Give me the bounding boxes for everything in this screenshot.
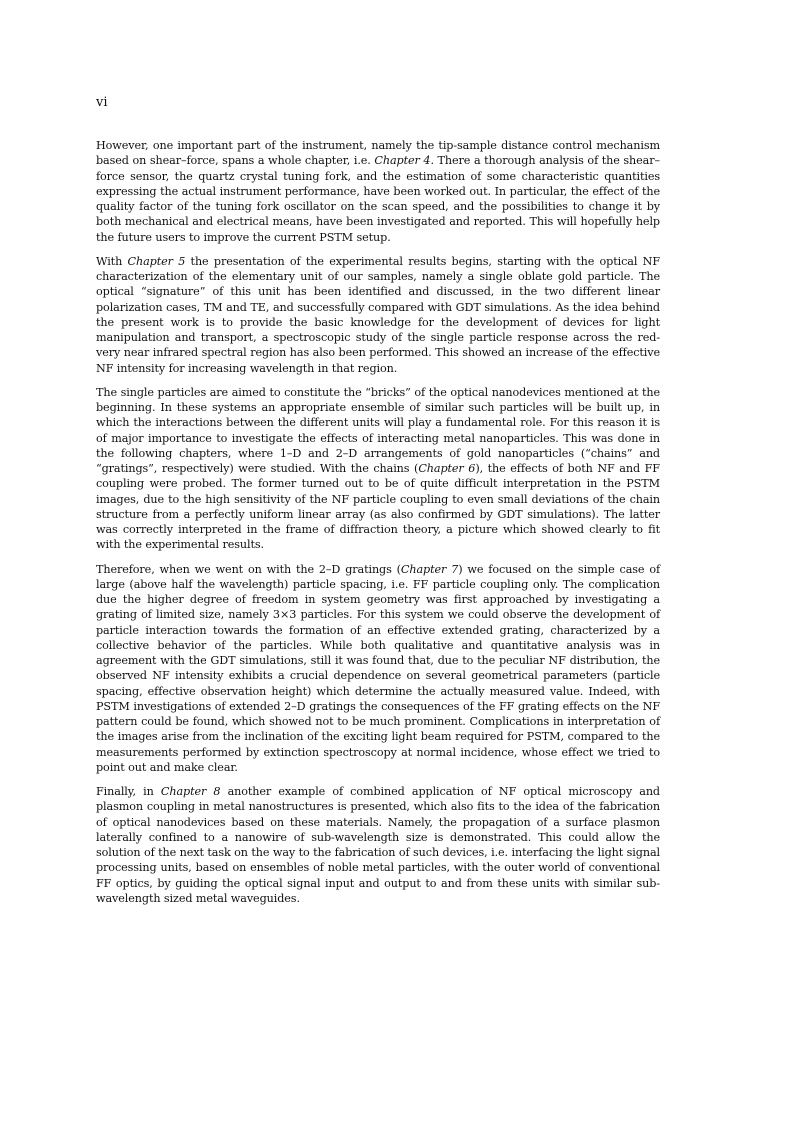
chapter-reference: Chapter 6 — [418, 462, 476, 475]
text-run: However, one important part of the instrument, namely the tip-sample distance control mechanism based on shear–force, spans a whole chapter, i.e. — [96, 139, 660, 168]
text-run: . There a thorough analysis of the shear–force sensor, the quartz crystal tuning fork, and the estimation of some characteristic quantities expressing the actual instrument performance, have been worked out. In particular, the effect of the quality factor of the tuning fork oscillator on the scan speed, and the possibilities to change it by both mechanical and electrical means, have been investigated and reported. This will hopefully help the future users to improve the current PSTM setup. — [96, 154, 660, 244]
chapter-reference: Chapter 8 — [160, 785, 221, 798]
text-run: ) we focused on the simple case of large (above half the wavelength) particle spacing, i.e. FF particle coupling only. The complication due the higher degree of freedom in system geometry was first approached by investigating a grating of limited size, namely 3×3 particles. For this system we could observe the development of particle interaction towards the formation of an effective extended grating, characterized by a collective behavior of the particles. While both qualitative and quantitative analysis was in agreement with the GDT simulations, still it was found that, due to the peculiar NF distribution, the observed NF intensity exhibits a crucial dependence on several geometrical parameters (particle spacing, effective observation height) which determine the actually measured value. Indeed, with PSTM investigations of extended 2–D gratings the consequences of the FF grating effects on the NF pattern could be found, which showed not to be much prominent. Complications in interpretation of the images arise from the inclination of the exciting light beam required for PSTM, compared to the measurements performed by extinction spectroscopy at normal incidence, whose effect we tried to point out and make clear. — [96, 562, 661, 774]
text-run: With — [96, 254, 128, 268]
paragraph — [96, 138, 660, 245]
page-number: vi — [96, 95, 108, 110]
chapter-reference: Chapter 4 — [374, 154, 431, 168]
text-run: ), the effects of both NF and FF coupling were probed. The former turned out to be of quite difficult interpretation in the PSTM images, due to the high sensitivity of the NF particle coupling to even small deviations of the chain structure from a perfectly uniform linear array (as also confirmed by GDT simulations). The latter was correctly interpreted in the frame of diffraction theory, a picture which showed clearly to fit with the experimental results. — [96, 462, 660, 552]
paragraph — [96, 385, 660, 553]
paragraph — [96, 254, 660, 376]
text-run: The single particles are aimed to constitute the “bricks” of the optical nanodevices mentioned at the beginning. In these systems an appropriate ensemble of similar such particles will be built up, in which the interactions between the different units will play a fundamental role. For this reason it is of major importance to investigate the effects of interacting metal nanoparticles. This was done in the following chapters, where 1–D and 2–D arrangements of gold nanoparticles (“chains” and “gratings”, respectively) were studied. With the chains ( — [96, 385, 660, 475]
body-text — [96, 138, 660, 915]
paragraph — [96, 562, 660, 776]
chapter-reference: Chapter 5 — [127, 254, 186, 268]
text-run: the presentation of the experimental results begins, starting with the optical NF characterization of the elementary unit of our samples, namely a single oblate gold particle. The optical “signature” of this unit has been identified and discussed, in the two different linear polarization cases, TM and TE, and successfully compared with GDT simulations. As the idea behind the present work is to provide the basic knowledge for the development of devices for light manipulation and transport, a spectroscopic study of the single particle response across the red-very near infrared spectral region has also been performed. This showed an increase of the effective NF intensity for increasing wavelength in that region. — [96, 254, 661, 375]
text-run: Therefore, when we went on with the 2–D gratings ( — [96, 562, 401, 576]
text-run: Finally, in — [96, 785, 161, 798]
text-run: another example of combined application of NF optical microscopy and plasmon coupling in metal nanostructures is presented, which also fits to the idea of the fabrication of optical nanodevices based on these materials. Namely, the propagation of a surface plasmon laterally confined to a nanowire of sub-wavelength size is demonstrated. This could allow the solution of the next task on the way to the fabrication of such devices, i.e. interfacing the light signal processing units, based on ensembles of noble metal particles, with the outer world of conventional FF optics, by guiding the optical signal input and output to and from these units with similar sub-wavelength sized metal waveguides. — [96, 785, 660, 905]
paragraph — [96, 784, 660, 906]
chapter-reference: Chapter 7 — [400, 562, 459, 576]
